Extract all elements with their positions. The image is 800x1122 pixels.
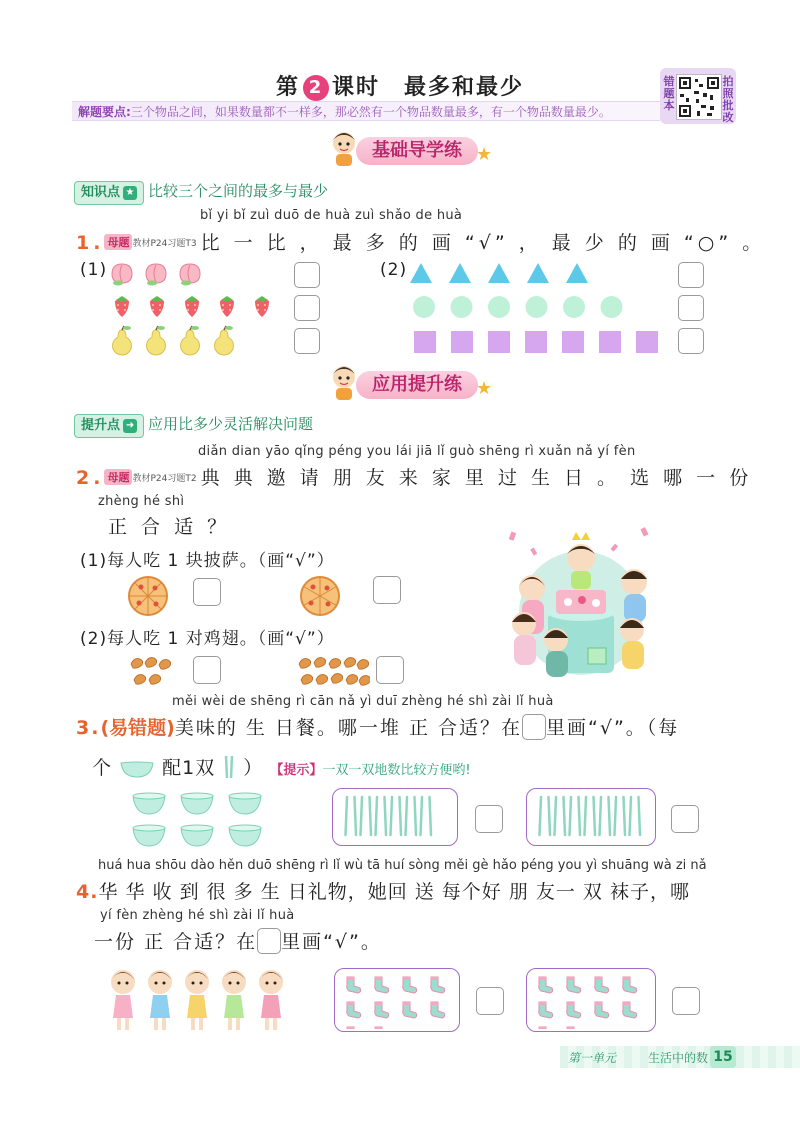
strawberry-row (115, 296, 269, 317)
answer-box-wings-b[interactable] (376, 656, 404, 684)
chopstick-icon (376, 797, 378, 835)
square-shape (488, 331, 510, 353)
triangle-shape (488, 263, 510, 283)
triangle-shape (566, 263, 588, 283)
q3-number: 3. (76, 717, 101, 739)
chicken-wing-icon (149, 675, 161, 685)
strawberry-icon (255, 296, 269, 317)
square-shape (451, 331, 473, 353)
child-figure-left-2 (512, 612, 536, 665)
chopsticks-group-b (526, 788, 656, 846)
footer-unit: 第一单元 (568, 1051, 617, 1065)
peach-row (112, 264, 200, 286)
answer-box-socks-a[interactable] (476, 987, 504, 1015)
tip-text: 三个物品之间，如果数量都不一样多，那必然有一个物品数量最多，有一个物品数量最少。 (130, 105, 611, 119)
title-suffix: 课时 最多和最少 (332, 75, 525, 100)
sock-icon (375, 977, 389, 993)
square-shape (562, 331, 584, 353)
pear-icon (113, 326, 132, 355)
q1-part1-label: (1) (80, 260, 108, 280)
chicken-wing-icon (301, 675, 313, 685)
chopstick-icon (400, 797, 402, 835)
answer-box-pears[interactable] (294, 328, 320, 354)
chicken-wing-icon (359, 676, 370, 686)
error-prone-label: (易错题) (100, 717, 175, 739)
hint-label: 【提示】 (270, 763, 323, 778)
chopsticks-icon (222, 754, 236, 780)
q2-ref: 教材P24习题T2 (132, 474, 197, 484)
sock-icon (403, 1002, 417, 1018)
chopstick-icon (600, 797, 602, 835)
star-icon: ★ (476, 378, 493, 399)
q4-pinyin-1: huá hua shōu dào hěn duō shēng rì lǐ wù tā huí sòng měi gè hǎo péng you yì shuāng wà zi nǎ (98, 858, 707, 873)
triangle-shape (449, 263, 471, 283)
socks-group-a (334, 968, 460, 1032)
sock-icon (403, 977, 417, 993)
improve-text: 应用比多少灵活解决问题 (148, 415, 314, 433)
sock-icon (347, 1027, 361, 1029)
circle-shape (526, 296, 548, 318)
q4-number: 4. (76, 881, 99, 903)
qr-label-left: 错题本 (663, 75, 675, 112)
chopstick-icon (555, 797, 557, 835)
q3-line2-c: ） (243, 757, 264, 779)
q3-text-a: 美味的 生 日餐。哪一堆 正 合适？在 (174, 717, 522, 739)
sock-icon (567, 977, 581, 993)
chicken-wing-icon (344, 658, 356, 668)
girl-figure (259, 970, 283, 1030)
bowl-icon (181, 825, 213, 846)
chopstick-icon (370, 797, 372, 835)
q4-inline-answer-box (257, 928, 281, 954)
peach-icon (146, 264, 166, 286)
chopstick-icon (361, 797, 363, 835)
q1-number: 1. (76, 232, 105, 254)
chicken-wing-icon (357, 660, 369, 670)
knowledge-tag (74, 181, 144, 205)
chopstick-icon (391, 797, 393, 835)
girl-figure (111, 970, 135, 1030)
q1-pinyin: bǐ yi bǐ zuì duō de huà zuì shǎo de huà (200, 208, 463, 223)
circle-shape (451, 296, 473, 318)
chopstick-icon (385, 797, 387, 835)
strawberry-icon (185, 296, 199, 317)
title-prefix: 第 (275, 75, 300, 100)
answer-box-socks-b[interactable] (672, 987, 700, 1015)
q4-text-1: 华 华 收 到 很 多 生 日礼物，她回 送 每个好 朋 友一 双 袜子，哪 (98, 881, 690, 903)
knowledge-point-row (74, 180, 328, 202)
birthday-party-illustration (492, 518, 670, 682)
q1-ref: 教材P24习题T3 (132, 239, 197, 249)
sock-icon (567, 1027, 581, 1029)
answer-box-pizza-b[interactable] (373, 576, 401, 604)
girl-figure (185, 970, 209, 1030)
chopstick-icon (630, 797, 632, 835)
square-shape (599, 331, 621, 353)
square-shape (525, 331, 547, 353)
bowl-icon (119, 757, 155, 779)
q2-sub-2: (2)每人吃 1 对鸡翅。（画“√”） (80, 629, 335, 649)
sock-icon (567, 1002, 581, 1018)
sock-icon (539, 977, 553, 993)
q2-pinyin-1: diǎn dian yāo qǐng péng you lái jiā lǐ guò shēng rì xuǎn nǎ yí fèn (198, 444, 636, 459)
star-badge-icon: ★ (123, 186, 137, 200)
chicken-wing-icon (299, 659, 311, 669)
sock-icon (539, 1002, 553, 1018)
square-shape (636, 331, 658, 353)
qr-label-right: 拍照批改 (722, 75, 734, 124)
q2-pinyin-2: zhèng hé shì (98, 494, 185, 509)
chicken-wing-icon (131, 659, 143, 669)
triangle-row (410, 263, 588, 283)
sock-icon (595, 1002, 609, 1018)
q1-part2-figure (406, 255, 676, 365)
sock-icon (623, 977, 637, 993)
q3-line2-a: 个 (92, 757, 113, 779)
lesson-number-badge: 2 (303, 75, 329, 101)
improve-point-row (74, 413, 313, 435)
answer-box-circles[interactable] (678, 295, 704, 321)
q3-line-2 (92, 753, 471, 780)
pear-icon (215, 326, 234, 355)
wings-b (296, 654, 370, 688)
q4-text-2b: 里画“√”。 (281, 931, 382, 953)
star-icon: ★ (476, 144, 493, 165)
socks-group-b (526, 968, 656, 1032)
chicken-wing-icon (346, 675, 358, 685)
sock-icon (347, 1002, 361, 1018)
chopstick-icon (615, 797, 617, 835)
chopstick-icon (564, 797, 566, 835)
chopsticks-group-a (332, 788, 458, 846)
chopstick-icon (540, 797, 542, 835)
q2-text-1: 典 典 邀 请 朋 友 来 家 里 过 生 日 。 选 哪 一 份 (200, 467, 753, 489)
chicken-wing-icon (159, 660, 171, 670)
chopstick-icon (585, 797, 587, 835)
chicken-wing-icon (314, 658, 326, 668)
tip-label: 解题要点: (78, 105, 131, 119)
bowl-icon (181, 793, 213, 814)
q4-line-2 (94, 927, 382, 954)
square-shape (414, 331, 436, 353)
chicken-wing-icon (331, 674, 343, 684)
hint (270, 763, 470, 778)
improve-tag (74, 414, 144, 438)
page-number: 15 (710, 1046, 736, 1068)
q1-part2-label: (2) (380, 260, 408, 280)
circle-shape (563, 296, 585, 318)
chopstick-icon (594, 797, 596, 835)
chopstick-icon (609, 797, 611, 835)
chopstick-icon (430, 797, 432, 835)
q2-number: 2. (76, 467, 105, 489)
circle-shape (601, 296, 623, 318)
peach-icon (180, 264, 200, 286)
bowl-icon (229, 793, 261, 814)
square-row (414, 331, 658, 353)
section-title-applied: 应用提升练 (356, 371, 478, 399)
strawberry-icon (220, 296, 234, 317)
girl-figure (222, 970, 246, 1030)
mu-badge: 母题 (104, 469, 132, 485)
section-banner-basic (326, 134, 496, 168)
footer (560, 1046, 800, 1068)
answer-box-chopsticks-a[interactable] (475, 805, 503, 833)
bowl-icon (133, 793, 165, 814)
chopstick-icon (570, 797, 572, 835)
section-banner-applied (326, 368, 496, 402)
footer-chapter: 生活中的数 (648, 1051, 709, 1065)
triangle-shape (410, 263, 432, 283)
sock-icon (595, 977, 609, 993)
section-title-basic: 基础导学练 (356, 137, 478, 165)
answer-box-strawberries[interactable] (294, 295, 320, 321)
q2-line-1 (76, 463, 752, 490)
sock-icon (375, 1002, 389, 1018)
sock-icon (347, 977, 361, 993)
sock-icon (623, 1002, 637, 1018)
q4-pinyin-2: yí fèn zhèng hé shì zài lǐ huà (100, 908, 295, 923)
bowl-icon (133, 825, 165, 846)
q4-text-2a: 一份 正 合适？在 (94, 931, 258, 953)
answer-box-chopsticks-b[interactable] (671, 805, 699, 833)
q3-pinyin: měi wèi de shēng rì cān nǎ yì duī zhèng hé shì zài lǐ huà (172, 694, 554, 709)
sock-icon (539, 1027, 553, 1029)
strawberry-icon (115, 296, 129, 317)
improve-tag-label: 提升点 (81, 418, 121, 433)
arrow-badge-icon: ➜ (123, 419, 137, 433)
strawberry-icon (150, 296, 164, 317)
q3-line2-b: 配1双 (162, 757, 216, 779)
chopstick-icon (406, 797, 408, 835)
sock-icon (431, 977, 445, 993)
q1-part1-figure (100, 255, 300, 365)
answer-box-squares[interactable] (678, 328, 704, 354)
q2-text-2: 正 合 适 ？ (108, 516, 231, 538)
chopstick-icon (639, 797, 641, 835)
chopstick-icon (624, 797, 626, 835)
peach-icon (112, 264, 132, 286)
bowl-icon (229, 825, 261, 846)
girl-figure (148, 970, 172, 1030)
chicken-wing-icon (145, 658, 157, 668)
sock-icon (375, 1027, 389, 1029)
knowledge-text: 比较三个之间的最多与最少 (148, 182, 329, 200)
answer-box-pizza-a[interactable] (193, 578, 221, 606)
bowls-group (128, 788, 268, 852)
q2-sub-1: (1)每人吃 1 块披萨。（画“√”） (80, 551, 335, 571)
chicken-wing-icon (316, 675, 328, 685)
circle-shape (413, 296, 435, 318)
pear-row (113, 326, 234, 355)
pear-icon (181, 326, 200, 355)
mu-badge: 母题 (104, 234, 132, 250)
five-friends-illustration (104, 964, 294, 1036)
knowledge-tag-label: 知识点 (81, 185, 121, 200)
chopstick-icon (579, 797, 581, 835)
circle-shape (488, 296, 510, 318)
pizza-a (126, 574, 170, 618)
tip-bar (72, 101, 660, 121)
chopstick-icon (355, 797, 357, 835)
answer-box-wings-a[interactable] (193, 656, 221, 684)
pizza-b (298, 574, 342, 618)
hint-text: 一双一双地数比较方便哟! (322, 763, 471, 778)
wings-a (128, 654, 178, 688)
answer-box-triangles[interactable] (678, 262, 704, 288)
chopstick-icon (415, 797, 417, 835)
chopstick-icon (421, 797, 423, 835)
q1-text: 比 一 比 ， 最 多 的 画 “√” ， 最 少 的 画 “○” 。 (200, 232, 766, 254)
q4-line-1 (76, 877, 690, 904)
q3-line-1 (76, 713, 679, 740)
child-figure-center (567, 532, 595, 589)
sock-icon (431, 1002, 445, 1018)
qr-code[interactable] (676, 74, 722, 120)
chopstick-icon (346, 797, 348, 835)
q3-inline-answer-box (522, 714, 546, 740)
q1-line (76, 228, 765, 255)
pear-icon (147, 326, 166, 355)
triangle-shape (527, 263, 549, 283)
circle-row (413, 296, 623, 318)
q3-text-b: 里画“√”。（每 (546, 717, 680, 739)
chopstick-icon (549, 797, 551, 835)
chicken-wing-icon (329, 659, 341, 669)
answer-box-peaches[interactable] (294, 262, 320, 288)
chicken-wing-icon (134, 675, 146, 685)
